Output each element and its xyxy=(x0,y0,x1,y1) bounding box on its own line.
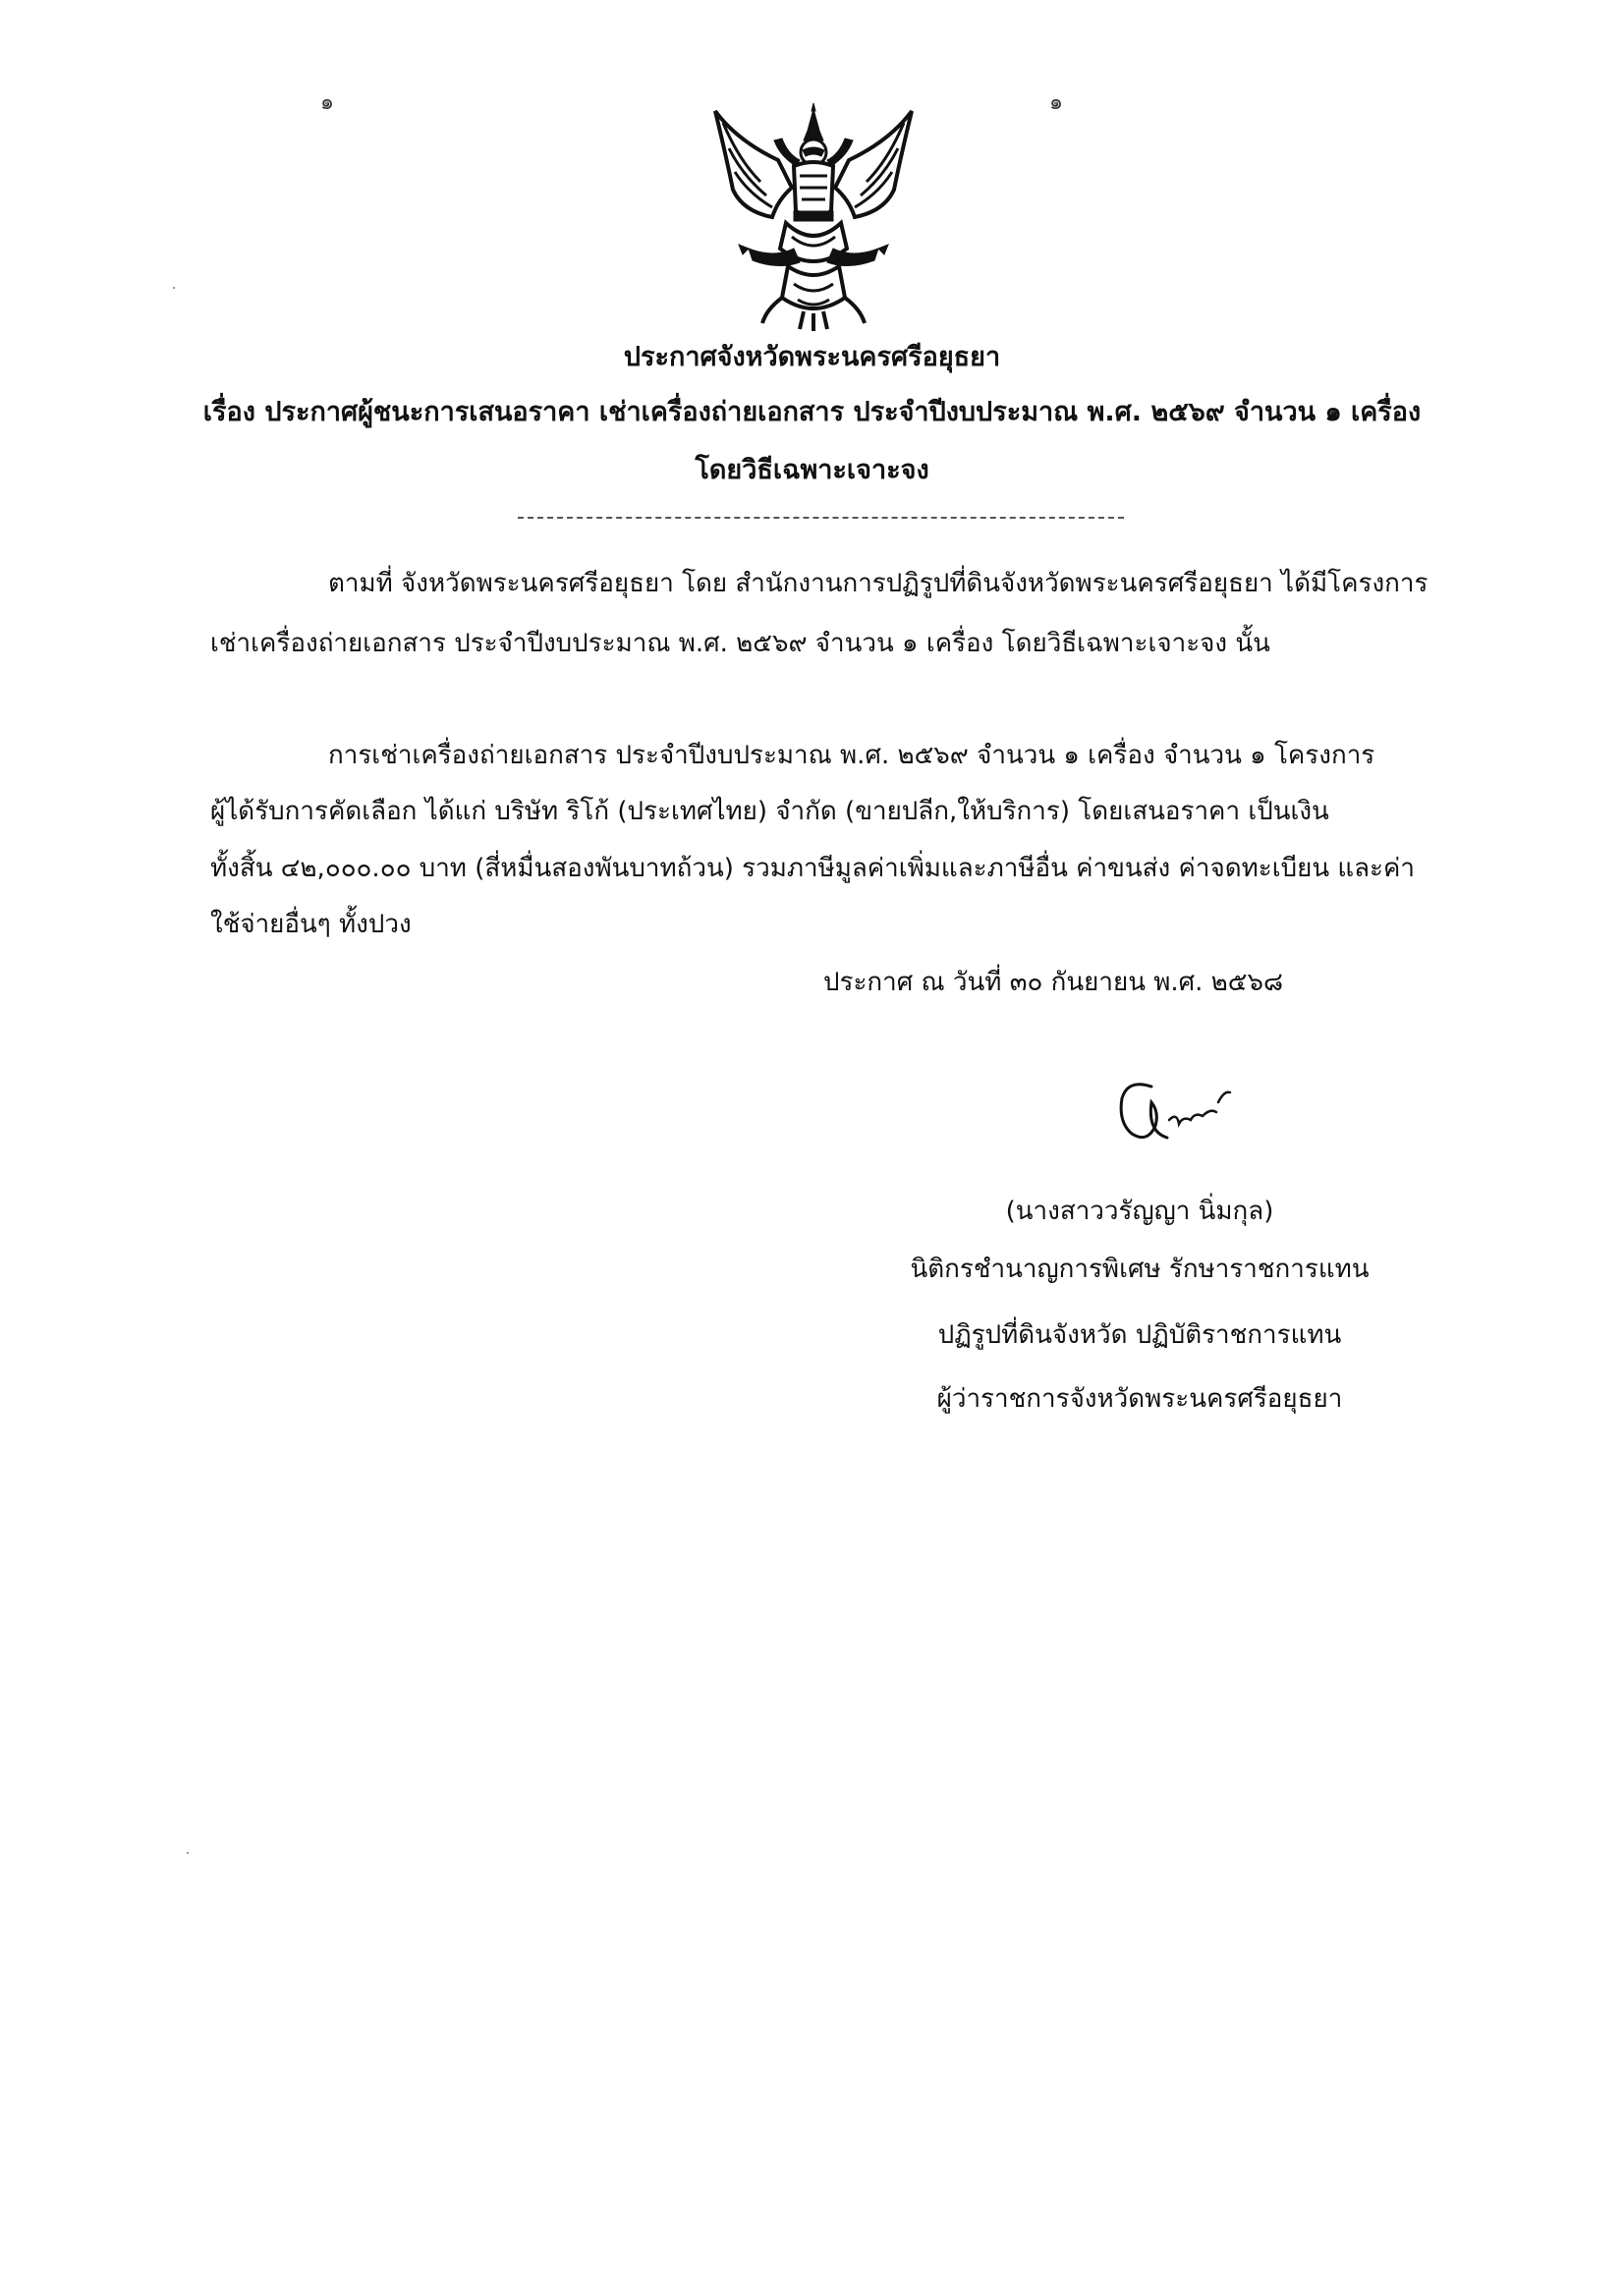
page-mark-right: ๑ xyxy=(1049,90,1063,115)
signatory-name: (นางสาววรัญญา นิ่มกุล) xyxy=(1005,1197,1274,1226)
heading-divider xyxy=(518,517,1124,519)
signatory-position-1: นิติกรชำนาญการพิเศษ รักษาราชการแทน xyxy=(910,1255,1370,1284)
announcement-date: ประกาศ ณ วันที่ ๓๐ กันยายน พ.ศ. ๒๕๖๘ xyxy=(823,968,1284,997)
scan-speck xyxy=(173,287,175,289)
document-subject: เรื่อง ประกาศผู้ชนะการเสนอราคา เช่าเครื่องถ่ายเอกสาร ประจำปีงบประมาณ พ.ศ. ๒๕๖๙ จำนวน ๑ เครื่อง xyxy=(202,397,1422,427)
paragraph-1-line-1: ตามที่ จังหวัดพระนครศรีอยุธยา โดย สำนักงานการปฏิรูปที่ดินจังหวัดพระนครศรีอยุธยา ได้มีโครงการ xyxy=(328,569,1428,598)
procurement-method: โดยวิธีเฉพาะเจาะจง xyxy=(695,455,929,485)
signatory-position-3: ผู้ว่าราชการจังหวัดพระนครศรีอยุธยา xyxy=(936,1384,1343,1414)
garuda-emblem-icon xyxy=(709,101,918,332)
paragraph-2-line-3: ทั้งสิ้น ๔๒,๐๐๐.๐๐ บาท (สี่หมื่นสองพันบาทถ้วน) รวมภาษีมูลค่าเพิ่มและภาษีอื่น ค่าขนส่ง ค่าจดทะเบียน และค่า xyxy=(210,854,1416,883)
document-title: ประกาศจังหวัดพระนครศรีอยุธยา xyxy=(623,342,1001,372)
paragraph-1-line-2: เช่าเครื่องถ่ายเอกสาร ประจำปีงบประมาณ พ.ศ. ๒๕๖๙ จำนวน ๑ เครื่อง โดยวิธีเฉพาะเจาะจง นั้น xyxy=(210,629,1270,658)
scan-speck xyxy=(187,1852,189,1854)
paragraph-2-line-4: ใช้จ่ายอื่นๆ ทั้งปวง xyxy=(210,910,412,939)
signatory-position-2: ปฏิรูปที่ดินจังหวัด ปฏิบัติราชการแทน xyxy=(937,1320,1342,1350)
handwritten-signature xyxy=(1108,1073,1256,1151)
paragraph-2-line-2: ผู้ได้รับการคัดเลือก ได้แก่ บริษัท ริโก้ (ประเทศไทย) จำกัด (ขายปลีก,ให้บริการ) โดยเสนอราคา เป็นเงิน xyxy=(210,797,1329,826)
paragraph-2-line-1: การเช่าเครื่องถ่ายเอกสาร ประจำปีงบประมาณ พ.ศ. ๒๕๖๙ จำนวน ๑ เครื่อง จำนวน ๑ โครงการ xyxy=(328,741,1375,770)
page-mark-left: ๑ xyxy=(320,90,334,115)
